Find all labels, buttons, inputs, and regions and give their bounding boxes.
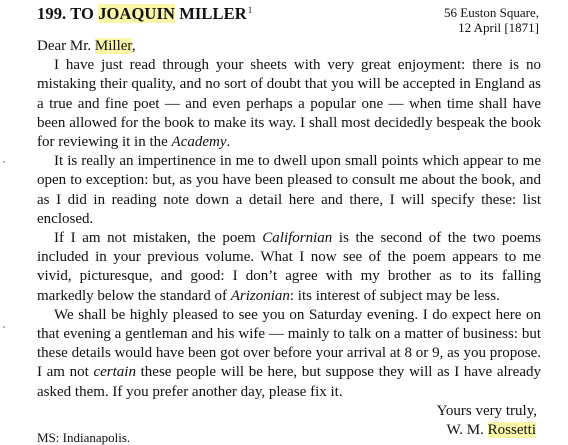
paragraph-text: : its interest of subject may be less.: [289, 287, 500, 304]
paragraph-text: is the second of the two poems included in your previous volume. What I now see of the poem appears to me vivid, picturesque, and good: I don’t agree with my brother as to its falling markedly below the standard of: [37, 230, 541, 304]
paragraph-text: I have just read through your sheets with very great enjoyment: there is no mistaking their quality, and no sort of doubt that you will be accepted in England as a true and fine poet — and even perhaps a popular one — when time shall have been allowed for the book to make its way. I shall most decidedly bespeak the book for reviewing it in the: [37, 57, 541, 151]
salutation-prefix: Dear Mr.: [37, 38, 92, 54]
signature-surname: Rossetti: [487, 422, 536, 439]
paragraph-text: these people will be here, but suppose they will as I have already asked them. If you prefer another day, please fix it.: [37, 364, 541, 400]
journal-title: Academy: [171, 134, 227, 151]
poem-title: Californian: [262, 230, 333, 247]
salutation: [37, 37, 541, 56]
salutation-name: Miller: [94, 38, 132, 54]
manuscript-source-note: MS: Indianapolis.: [37, 430, 131, 445]
footnote-marker: 1: [247, 5, 253, 15]
emphasis: certain: [93, 364, 136, 381]
letter-date: 12 April [1871]: [458, 20, 539, 35]
margin-mark: [3, 161, 5, 163]
paragraph-text: It is really an impertinence in me to dwell upon small points which appear to me open to exception: but, as you have been pleased to consult me about the book, and as I did in reading note down a detail here and there, I will specify these: list enclosed.: [37, 153, 541, 227]
letter-number: 199.: [37, 4, 67, 23]
sender-address-block: [444, 5, 539, 35]
letter-heading: [37, 4, 252, 24]
signature-initials: W. M.: [446, 422, 484, 439]
paragraph-text: If I am not mistaken, the poem: [54, 230, 263, 247]
poem-title: Arizonian: [230, 287, 290, 304]
address-street: 56 Euston Square,: [444, 5, 539, 20]
recipient-last-name: MILLER: [179, 4, 247, 23]
salutation-punctuation: ,: [131, 38, 136, 54]
paragraph-text: .: [226, 134, 231, 151]
paragraph-2: [37, 152, 541, 229]
paragraph-4: [37, 306, 541, 402]
letter-body: [37, 37, 541, 440]
paragraph-1: [37, 56, 541, 152]
margin-mark: [3, 326, 5, 328]
paragraph-3: [37, 229, 541, 306]
heading-to: TO: [70, 4, 94, 23]
paragraph-text: We shall be highly pleased to see you on Saturday evening. I do expect here on that evening a gentleman and his wife — mainly to talk on a matter of business: but these details would have been got over before your arrival at 8 or 9, as you propose. I am not: [37, 306, 541, 381]
closing: Yours very truly,: [436, 402, 537, 419]
recipient-first-name: JOAQUIN: [98, 4, 175, 23]
